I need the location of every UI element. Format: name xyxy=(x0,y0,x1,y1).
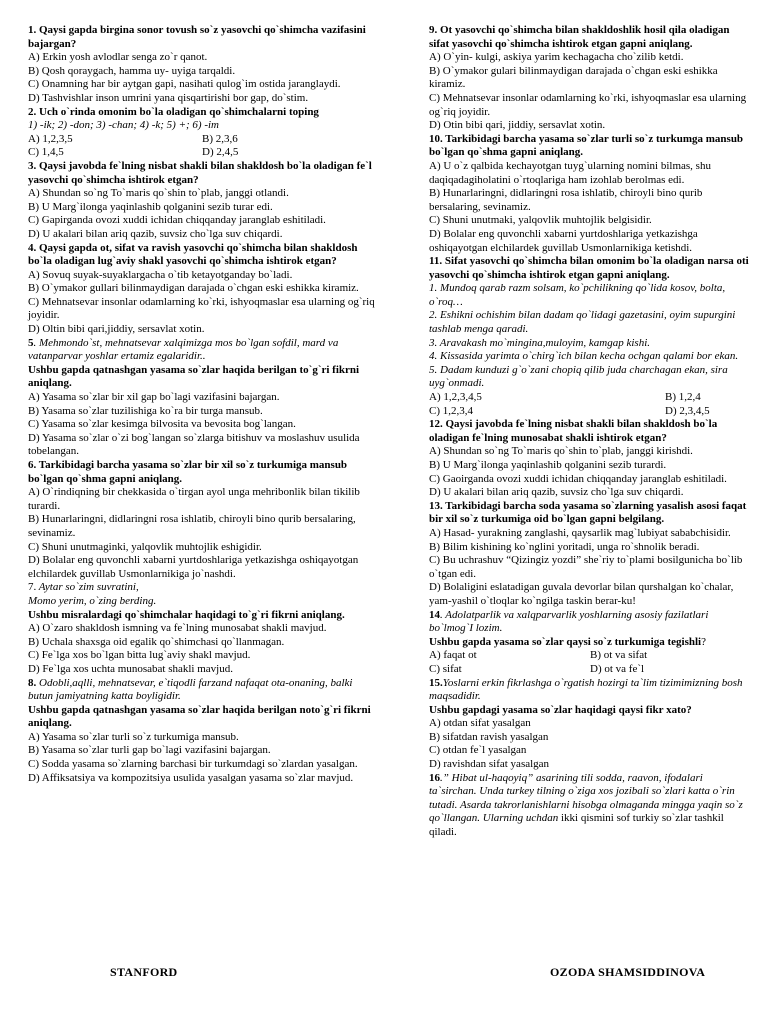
verse-line: Aytar so`zim suvratini, xyxy=(36,581,139,594)
options-row xyxy=(429,391,751,405)
option: A) 1,2,3,4,5 xyxy=(429,391,482,404)
option: A) 1,2,3,5 xyxy=(28,132,73,145)
options-row xyxy=(429,405,751,419)
option: B) Qosh qoraygach, hamma uy- uyiga tarqaldi. xyxy=(28,64,236,77)
passage-tail: ikki qismini sof turkiy so`zlar tashkil qiladi. xyxy=(429,812,724,839)
option: D) U akalari bilan ariq qazib, suvsiz cho`lga suv chiqardi. xyxy=(28,227,283,240)
option: C) otdan fe`l yasalgan xyxy=(429,744,527,757)
option: B) Uchala shaxsga oid egalik qo`shimchasi qo`llanmagan. xyxy=(28,635,285,648)
question-number: 7. xyxy=(28,581,37,594)
option: A) Yasama so`zlar bir xil gap bo`lagi vazifasini bajargan. xyxy=(28,391,280,404)
question-1: 1. Qaysi gapda birgina sonor tovush so`z yasovchi qo`shimcha vazifasini bajargan? xyxy=(28,24,366,50)
option: B) O`ymakor gullari bilinmaydigan darajada o`chgan eski eshikka kiramiz. xyxy=(28,282,359,295)
question-8: Ushbu gapda qatnashgan yasama so`zlar haqida berilgan noto`g`ri fikrni aniqlang. xyxy=(28,703,371,730)
option: D) Tashvishlar inson umrini yana qisqartirishi bor gap, do`stim. xyxy=(28,91,309,104)
question-2: 2. Uch o`rinda omonim bo`la oladigan qo`shimchalarni toping xyxy=(28,105,319,118)
option: B) Bilim kishining ko`nglini yoritadi, unga ro`shnolik beradi. xyxy=(429,540,700,553)
option: B) Hunarlaringni, didlaringni rosa ishlatib, chiroyli bino qurib bersalaring, sevinamiz. xyxy=(28,513,356,539)
options-row xyxy=(28,133,376,147)
option: A) O`yin- kulgi, askiya yarim kechagacha cho`zilib ketdi. xyxy=(429,51,684,64)
question-13: 13. Tarkibidagi barcha soda yasama so`zlarning yasalish asosi faqat bir xil so`z turkumiga oid bo`lgan gapni belgilang. xyxy=(429,499,747,526)
question-number: 14 xyxy=(429,608,440,621)
option: C) Mehnatsevar insonlar odamlarning ko`rki, ishyoqmaslar esa ularning og`riq joyidir. xyxy=(28,295,375,322)
option: D) Yasama so`zlar o`zi bog`langan so`zlarga bitishuv va moslashuv usulida tobelangan. xyxy=(28,431,360,458)
question-mark: ? xyxy=(701,635,706,648)
question-11: 11. Sifat yasovchi qo`shimcha bilan omonim bo`la oladigan narsa oti yasovchi qo`shimcha ishtirok etgan gapni aniqlang. xyxy=(429,255,749,281)
option: B) O`ymakor gulari bilinmaydigan darajada o`chgan eski eshikka kiramiz. xyxy=(429,64,718,91)
right-column xyxy=(429,24,751,840)
option: C) Gaoirganda ovozi xuddi ichidan chiqqanday jaranglab eshitiladi. xyxy=(429,472,727,485)
option: B) sifatdan ravish yasalgan xyxy=(429,730,549,743)
option: D) 2,3,4,5 xyxy=(665,404,710,417)
question-number: 16 xyxy=(429,771,440,784)
suffix-list: 1) -ik; 2) -don; 3) -chan; 4) -k; 5) +; 6) -im xyxy=(28,119,219,132)
option: B) U Marg`ilonga yaqinlashib qolganini sezib turardi. xyxy=(429,459,667,471)
option: C) Shuni unutmaki, yalqovlik muhtojlik belgisidir. xyxy=(429,214,652,227)
option: C) Fe`lga xos bo`lgan bitta lug`aviy shakl mavjud. xyxy=(28,649,251,662)
option: D) 2,4,5 xyxy=(202,146,239,159)
option: A) Erkin yosh avlodlar senga zo`r qanot. xyxy=(28,51,208,64)
question-4: 4. Qaysi gapda ot, sifat va ravish yasovchi qo`shimcha bilan shakldosh bo`la oladigan lug`aviy shakl yasovchi qo`shimcha ishtirok etgan? xyxy=(28,241,358,268)
question-9: 9. Ot yasovchi qo`shimcha bilan shakldoshlik hosil qila oladigan sifat yasovchi qo`shimcha ishtirok etgan gapni aniqlang. xyxy=(429,24,730,50)
option: D) Oltin bibi qari,jiddiy, sersavlat xotin. xyxy=(28,323,205,336)
question-5-sentence xyxy=(28,337,376,364)
question-14 xyxy=(429,636,751,650)
question-15: Ushbu gapdagi yasama so`zlar haqidagi qaysi fikr xato? xyxy=(429,703,692,716)
option: C) Onamning har bir aytgan gapi, nasihati qulog`im ostida jaranglaydi. xyxy=(28,78,341,91)
question-7-verse xyxy=(28,581,376,595)
question-3: 3. Qaysi javobda fe`lning nisbat shakli bilan shakldosh bo`la oladigan fe`l yasovchi qo`shimcha ishtirok etgan? xyxy=(28,159,372,186)
sentence: Odobli,aqlli, mehnatsevar, e`tiqodli farzand nafaqat ota-onaning, balki butun jamiyatning katta boyligidir. xyxy=(28,676,353,703)
question-7: Ushbu misralardagi qo`shimchalar haqidagi to`g`ri fikrni aniqlang. xyxy=(28,608,345,621)
option: C) 1,4,5 xyxy=(28,146,64,159)
option: D) Fe`lga xos uchta munosabat shakli mavjud. xyxy=(28,662,233,675)
question-number: 15. xyxy=(429,676,443,689)
options-row xyxy=(429,663,751,677)
question-5: Ushbu gapda qatnashgan yasama so`zlar haqida berilgan to`g`ri fikrni aniqlang. xyxy=(28,363,360,390)
sentence: Yoslarni erkin fikrlashga o`rgatish hozirgi ta`lim tizimimizning bosh maqsadidir. xyxy=(429,676,743,703)
option: C) sifat xyxy=(429,662,462,675)
question-number: 5 xyxy=(28,336,34,349)
option: A) Shundan so`ng To`maris qo`shin to`plab, janggi otlandi. xyxy=(28,187,289,200)
option: A) O`zaro shakldosh ismning va fe`lning munosabat shakli mavjud. xyxy=(28,622,327,635)
option: C) Yasama so`zlar kesimga bilvosita va bevosita bog`langan. xyxy=(28,418,296,431)
option: D) Affiksatsiya va kompozitsiya usulida yasalgan yasama so`zlar mavjud. xyxy=(28,771,354,784)
question-15-sentence xyxy=(429,677,751,704)
verse-line: Momo yerim, o`zing berding. xyxy=(28,594,157,607)
sentence: . Adolatparlik va xalqparvarlik yoshlarning asosiy fazilatlari bo`lmog`I lozim. xyxy=(429,608,709,635)
sentence: 2. Eshikni ochishim bilan dadam qo`lidagi gazetasini, oyim supurgini tashlab menga qaradi. xyxy=(429,309,736,336)
footer-left-label: STANFORD xyxy=(110,965,178,979)
question-number: 8. xyxy=(28,676,37,689)
left-column xyxy=(28,24,376,785)
question-10: 10. Tarkibidagi barcha yasama so`zlar turli so`z turkumga mansub bo`lgan qo`shma gapni aniqlang. xyxy=(429,132,744,159)
question-14-sentence xyxy=(429,609,751,636)
option: D) U akalari bilan ariq qazib, suvsiz cho`lga suv chiqardi. xyxy=(429,486,684,499)
option: A) Shundan so`ng To`maris qo`shin to`plab, janggi kirishdi. xyxy=(429,445,693,458)
question-8-sentence xyxy=(28,677,376,704)
option: C) Mehnatsevar insonlar odamlarning ko`rki, ishyoqmaslar esa ularning og`riq joyidir. xyxy=(429,91,747,118)
question-text: Ushbu gapda yasama so`zlar qaysi so`z turkumiga tegishli xyxy=(429,635,702,648)
option: A) O`rindiqning bir chekkasida o`tirgan ayol unga mehribonlik bilan tikilib turardi. xyxy=(28,486,360,512)
option: B) Hunarlaringni, didlaringni rosa ishlatib, chiroyli bino qurib bersalaring, sevinamiz. xyxy=(429,187,703,213)
option: B) ot va sifat xyxy=(590,649,648,662)
sentence: . Mehmondo`st, mehnatsevar xalqimizga mos bo`lgan sofdil, mard va vatanparvar yoshlar ertamiz egalaridir.. xyxy=(28,336,339,363)
option: D) ravishdan sifat yasalgan xyxy=(429,758,550,771)
question-6: 6. Tarkibidagi barcha yasama so`zlar bir xil so`z turkumiga mansub bo`lgan qo`shma gapni aniqlang. xyxy=(28,459,348,485)
option: D) Bolaligini eslatadigan guvala devorlar bilan qurshalgan ko`chalar, yam-yashil o`tloqlar ko`ngilga taskin berar-ku! xyxy=(429,581,734,607)
option: A) otdan sifat yasalgan xyxy=(429,717,531,730)
option: A) faqat ot xyxy=(429,649,477,662)
option: C) 1,2,3,4 xyxy=(429,404,473,417)
options-row xyxy=(28,146,376,160)
option: A) Sovuq suyak-suyaklargacha o`tib ketayotganday bo`ladi. xyxy=(28,268,293,281)
option: C) Gapirganda ovozi xuddi ichidan chiqqanday jaranglab eshitiladi. xyxy=(28,214,326,227)
sentence: 4. Kissasida yarimta o`chirg`ich bilan kecha ochgan qalami bor ekan. xyxy=(429,350,739,363)
option: C) Bu uchrashuv “Qizingiz yozdi” she`riy to`plami bosilgunicha bo`lib o`tgan edi. xyxy=(429,554,743,580)
option: B) 1,2,4 xyxy=(665,391,701,404)
option: B) U Marg`ilonga yaqinlashib qolganini sezib turar edi. xyxy=(28,200,273,213)
question-12: 12. Qaysi javobda fe`lning nisbat shakli bilan shakldosh bo`la oladigan fe`lning munosabat shakli ishtirok etgan? xyxy=(429,418,718,444)
footer-right-label: OZODA SHAMSIDDINOVA xyxy=(550,965,706,979)
option: D) Otin bibi qari, jiddiy, sersavlat xotin. xyxy=(429,119,606,132)
option: C) Shuni unutmaginki, yalqovlik muhtojlik eshigidir. xyxy=(28,540,262,553)
sentence: 1. Mundoq qarab razm solsam, ko`pchilikning qo`lida kosov, bolta, o`roq… xyxy=(429,282,726,308)
passage: .” Hibat ul-haqoyiq” asarining tili sodda, raavon, ifodalari ta`sirchan. Unda turkey tilning o`ziga xos jozibali so`zlari katta o`rin tutadi. Asarda takrorlanishlarni hisobga olmaganda mingga yaqin so`z qo`llangan. Ularning uchdan xyxy=(429,771,743,825)
question-16-text xyxy=(429,772,751,840)
option: B) 2,3,6 xyxy=(202,132,238,145)
option: C) Sodda yasama so`zlarning barchasi bir turkumdagi so`zlardan yasalgan. xyxy=(28,758,358,771)
options-row xyxy=(429,649,751,663)
sentence: 3. Aravakash mo`mingina,muloyim, kamgap kishi. xyxy=(429,336,650,349)
option: D) Bolalar eng quvonchli xabarni yurtdoshlariga yetkazishga oshiqayotgan elchilardek guvillab Usmonlarnikiga jo`nashdi. xyxy=(28,554,359,580)
sentence: 5. Dadam kunduzi g`o`zani chopiq qilib juda charchagan ekan, sira uyg`onmadi. xyxy=(429,363,728,390)
option: A) U o`z qalbida kechayotgan tuyg`ularning nomini bilmas, shu daqiqadagiholatini o`rtoqlariga ham izohlab berolmas edi. xyxy=(429,159,711,186)
option: A) Yasama so`zlar turli so`z turkumiga mansub. xyxy=(28,730,239,743)
option: B) Yasama so`zlar tuzilishiga ko`ra bir turga mansub. xyxy=(28,404,263,417)
option: D) Bolalar eng quvonchli xabarni yurtdoshlariga yetkazishga oshiqayotgan elchilardek guvillab Usmonlarnikiga ketishdi. xyxy=(429,227,698,254)
option: B) Yasama so`zlar turli gap bo`lagi vazifasini bajargan. xyxy=(28,744,271,757)
option: D) ot va fe`l xyxy=(590,662,645,675)
option: A) Hasad- yurakning zanglashi, qaysarlik mag`lubiyat sababchisidir. xyxy=(429,526,731,539)
